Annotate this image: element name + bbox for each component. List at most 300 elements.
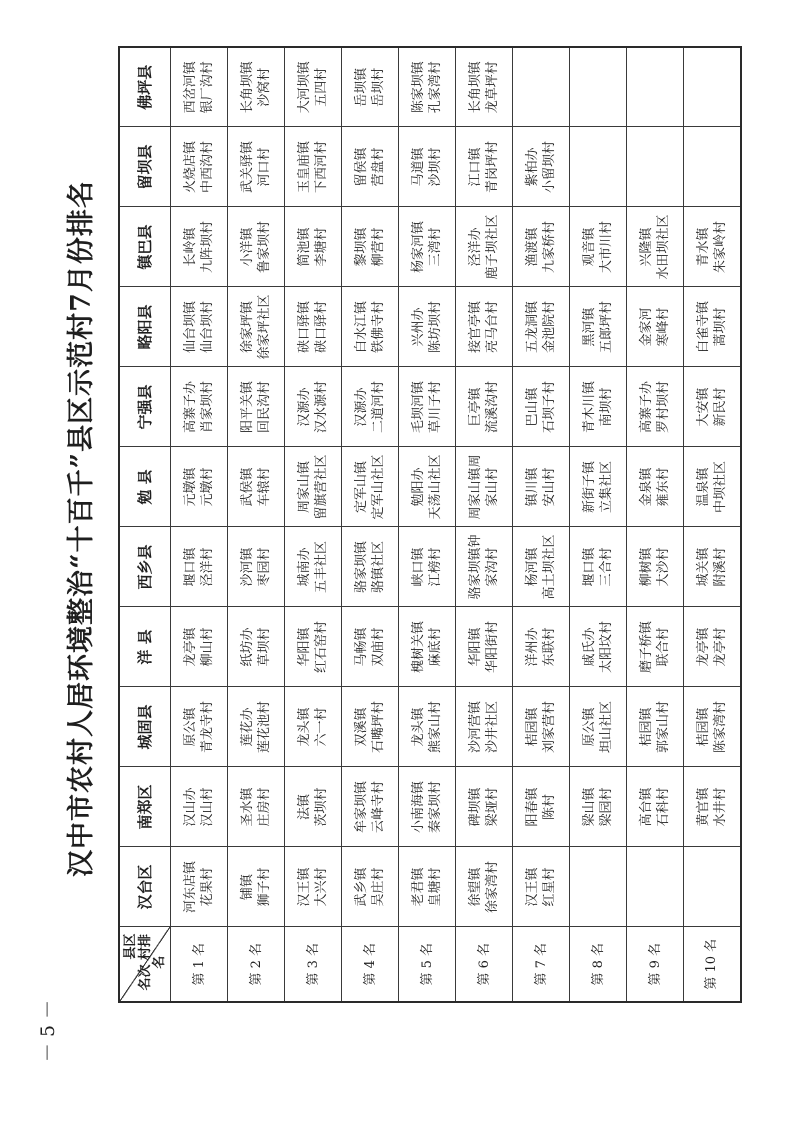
village-cell bbox=[570, 287, 627, 367]
village-cell bbox=[684, 47, 741, 127]
town-name: 骆家坝镇 bbox=[354, 541, 369, 594]
village-name: 亮马台村 bbox=[485, 301, 500, 354]
town-name: 汉山办 bbox=[183, 787, 198, 827]
table-row bbox=[399, 47, 456, 1002]
village-cell bbox=[342, 207, 399, 287]
column-header: 宁强县 bbox=[119, 367, 171, 447]
village-name: 肖家坝村 bbox=[200, 381, 215, 434]
town-name: 莲花办 bbox=[240, 707, 255, 747]
village-cell bbox=[285, 767, 342, 847]
town-name: 城南办 bbox=[297, 547, 312, 587]
town-name: 长角坝镇 bbox=[468, 61, 483, 114]
village-cell bbox=[684, 607, 741, 687]
village-cell bbox=[342, 527, 399, 607]
village-name: 红石窑村 bbox=[314, 621, 329, 674]
village-cell bbox=[456, 47, 513, 127]
page-title: 汉中市农村人居环境整治“十百千”县区示范村7月份排名 bbox=[66, 180, 97, 877]
village-name: 枣园村 bbox=[257, 547, 272, 587]
village-cell bbox=[399, 527, 456, 607]
village-cell bbox=[171, 527, 228, 607]
town-name: 高台镇 bbox=[639, 787, 654, 827]
town-name: 桔园镇 bbox=[525, 707, 540, 747]
village-name: 陈村 bbox=[542, 794, 557, 821]
village-name: 红星村 bbox=[542, 867, 557, 907]
table-row bbox=[684, 47, 741, 1002]
village-name: 硖口驿村 bbox=[314, 301, 329, 354]
village-cell bbox=[513, 847, 570, 927]
village-name: 家山村 bbox=[485, 467, 500, 507]
village-name: 秦家坝村 bbox=[428, 781, 443, 834]
village-cell bbox=[513, 447, 570, 527]
village-cell bbox=[285, 287, 342, 367]
village-name: 汉水源村 bbox=[314, 381, 329, 434]
town-name: 铺镇 bbox=[240, 874, 255, 901]
village-cell bbox=[285, 687, 342, 767]
rank-cell: 第 3 名 bbox=[285, 927, 342, 1002]
town-name: 原公镇 bbox=[582, 707, 597, 747]
town-name: 兴州办 bbox=[411, 307, 426, 347]
town-name: 火烧店镇 bbox=[183, 141, 198, 194]
town-name: 高寨子办 bbox=[639, 381, 654, 434]
village-cell bbox=[570, 847, 627, 927]
village-name: 附溪村 bbox=[712, 547, 728, 587]
village-name: 庄房村 bbox=[257, 787, 272, 827]
town-name: 杨河镇 bbox=[525, 547, 540, 587]
village-name: 龙草坪村 bbox=[485, 61, 500, 114]
town-name: 硖口驿镇 bbox=[297, 301, 312, 354]
town-name: 巴山镇 bbox=[525, 387, 540, 427]
village-cell bbox=[228, 527, 285, 607]
village-name: 蒿坝村 bbox=[712, 307, 728, 347]
town-name: 金家河 bbox=[639, 307, 654, 347]
village-cell bbox=[342, 607, 399, 687]
village-cell bbox=[513, 527, 570, 607]
village-cell bbox=[228, 767, 285, 847]
village-name: 高土坝社区 bbox=[542, 534, 557, 600]
village-name: 龙亭村 bbox=[712, 627, 728, 667]
town-name: 金泉镇 bbox=[639, 467, 654, 507]
village-cell bbox=[171, 207, 228, 287]
village-cell bbox=[684, 687, 741, 767]
village-cell bbox=[399, 287, 456, 367]
village-name: 青岗坪村 bbox=[485, 141, 500, 194]
village-cell bbox=[627, 847, 684, 927]
town-name: 法镇 bbox=[297, 794, 312, 821]
village-name: 大兴村 bbox=[314, 867, 329, 907]
village-name: 石坝子村 bbox=[542, 381, 557, 434]
town-name: 高寨子办 bbox=[183, 381, 198, 434]
village-name: 家沟村 bbox=[485, 547, 500, 587]
village-cell bbox=[513, 207, 570, 287]
village-name: 徐家湾村 bbox=[485, 861, 500, 914]
village-cell bbox=[684, 127, 741, 207]
table-row bbox=[627, 47, 684, 1002]
village-cell bbox=[456, 287, 513, 367]
village-name: 熊家山村 bbox=[428, 701, 443, 754]
rank-cell: 第 9 名 bbox=[627, 927, 684, 1002]
village-cell bbox=[570, 527, 627, 607]
town-name: 堰口镇 bbox=[582, 547, 597, 587]
town-name: 沙河营镇 bbox=[468, 701, 483, 754]
rank-cell: 第 1 名 bbox=[171, 927, 228, 1002]
village-cell bbox=[456, 207, 513, 287]
village-cell bbox=[627, 207, 684, 287]
village-name: 朱家岭村 bbox=[712, 221, 728, 274]
village-name: 九家桥村 bbox=[542, 221, 557, 274]
village-cell bbox=[627, 447, 684, 527]
town-name: 观音镇 bbox=[582, 227, 597, 267]
village-cell bbox=[627, 687, 684, 767]
town-name: 五龙洞镇 bbox=[525, 301, 540, 354]
landscape-page bbox=[29, 29, 763, 1091]
village-cell bbox=[399, 767, 456, 847]
village-name: 徐家坪社区 bbox=[257, 294, 272, 360]
village-name: 营盘村 bbox=[371, 147, 386, 187]
village-name: 三合村 bbox=[599, 547, 614, 587]
table-row bbox=[456, 47, 513, 1002]
village-cell bbox=[171, 847, 228, 927]
village-cell bbox=[171, 287, 228, 367]
town-name: 纸坊办 bbox=[240, 627, 255, 667]
town-name: 龙亭镇 bbox=[183, 627, 198, 667]
village-name: 陈家湾村 bbox=[712, 701, 728, 754]
town-name: 接官亭镇 bbox=[468, 301, 483, 354]
village-cell bbox=[627, 527, 684, 607]
column-header: 西乡县 bbox=[119, 527, 171, 607]
village-name: 联合村 bbox=[656, 627, 671, 667]
town-name: 龙头镇 bbox=[411, 707, 426, 747]
town-name: 华阳镇 bbox=[297, 627, 312, 667]
rank-cell: 第 5 名 bbox=[399, 927, 456, 1002]
column-header: 镇巴县 bbox=[119, 207, 171, 287]
town-name: 江口镇 bbox=[468, 147, 483, 187]
village-cell bbox=[456, 847, 513, 927]
table-header-row bbox=[119, 47, 171, 1002]
village-cell bbox=[399, 127, 456, 207]
column-header: 洋 县 bbox=[119, 607, 171, 687]
village-cell bbox=[684, 527, 741, 607]
town-name: 洋州办 bbox=[525, 627, 540, 667]
corner-label-rank: 名次 村排名 bbox=[138, 933, 167, 991]
village-name: 六一村 bbox=[314, 707, 329, 747]
village-cell bbox=[342, 47, 399, 127]
village-name: 小留坝村 bbox=[542, 141, 557, 194]
village-cell bbox=[456, 767, 513, 847]
village-name: 立集社区 bbox=[599, 461, 614, 514]
town-name: 镇川镇 bbox=[525, 467, 540, 507]
town-name: 华阳镇 bbox=[468, 627, 483, 667]
town-name: 大安镇 bbox=[695, 387, 711, 427]
village-name: 孔家湾村 bbox=[428, 61, 443, 114]
village-name: 中坝社区 bbox=[712, 461, 728, 514]
village-name: 柳营村 bbox=[371, 227, 386, 267]
village-cell bbox=[456, 607, 513, 687]
village-cell bbox=[171, 367, 228, 447]
rank-cell: 第 4 名 bbox=[342, 927, 399, 1002]
town-name: 桔园镇 bbox=[695, 707, 711, 747]
town-name: 峡口镇 bbox=[411, 547, 426, 587]
village-name: 石嘴坪村 bbox=[371, 701, 386, 754]
town-name: 长岭镇 bbox=[183, 227, 198, 267]
town-name: 阳平关镇 bbox=[240, 381, 255, 434]
village-name: 坦山社区 bbox=[599, 701, 614, 754]
table-row bbox=[285, 47, 342, 1002]
village-cell bbox=[399, 447, 456, 527]
village-cell bbox=[285, 847, 342, 927]
town-name: 柳树镇 bbox=[639, 547, 654, 587]
village-name: 泾洋村 bbox=[200, 547, 215, 587]
village-name: 九阵坝村 bbox=[200, 221, 215, 274]
village-cell bbox=[513, 367, 570, 447]
column-header: 南郑区 bbox=[119, 767, 171, 847]
town-name: 黑河镇 bbox=[582, 307, 597, 347]
table-row bbox=[228, 47, 285, 1002]
village-cell bbox=[399, 47, 456, 127]
column-header: 留坝县 bbox=[119, 127, 171, 207]
village-cell bbox=[456, 367, 513, 447]
village-cell bbox=[684, 287, 741, 367]
town-name: 马道镇 bbox=[411, 147, 426, 187]
village-cell bbox=[684, 207, 741, 287]
town-name: 黎坝镇 bbox=[354, 227, 369, 267]
town-name: 徐家坪镇 bbox=[240, 301, 255, 354]
village-cell bbox=[513, 287, 570, 367]
town-name: 武乡镇 bbox=[354, 867, 369, 907]
village-name: 狮子村 bbox=[257, 867, 272, 907]
town-name: 老君镇 bbox=[411, 867, 426, 907]
village-cell bbox=[570, 47, 627, 127]
town-name: 圣水镇 bbox=[240, 787, 255, 827]
village-cell bbox=[285, 607, 342, 687]
town-name: 槐树关镇 bbox=[411, 621, 426, 674]
town-name: 泾洋办 bbox=[468, 227, 483, 267]
town-name: 牟家坝镇 bbox=[354, 781, 369, 834]
village-cell bbox=[171, 127, 228, 207]
village-cell bbox=[399, 207, 456, 287]
village-name: 华阳街村 bbox=[485, 621, 500, 674]
village-cell bbox=[171, 447, 228, 527]
village-cell bbox=[456, 447, 513, 527]
town-name: 小洋镇 bbox=[240, 227, 255, 267]
town-name: 武关驿镇 bbox=[240, 141, 255, 194]
village-cell bbox=[513, 607, 570, 687]
village-cell bbox=[513, 687, 570, 767]
town-name: 周家山镇 bbox=[297, 461, 312, 514]
ranking-body bbox=[171, 47, 741, 1002]
village-cell bbox=[228, 607, 285, 687]
village-cell bbox=[399, 367, 456, 447]
rank-cell: 第 6 名 bbox=[456, 927, 513, 1002]
village-name: 草坝村 bbox=[257, 627, 272, 667]
rank-cell: 第 8 名 bbox=[570, 927, 627, 1002]
village-name: 车辕村 bbox=[257, 467, 272, 507]
town-name: 杨家河镇 bbox=[411, 221, 426, 274]
village-name: 天荡山社区 bbox=[428, 454, 443, 520]
town-name: 青木川镇 bbox=[582, 381, 597, 434]
village-cell bbox=[684, 767, 741, 847]
village-name: 东联村 bbox=[542, 627, 557, 667]
village-cell bbox=[342, 127, 399, 207]
town-name: 温泉镇 bbox=[695, 467, 711, 507]
column-header: 汉台区 bbox=[119, 847, 171, 927]
village-cell bbox=[342, 847, 399, 927]
village-name: 安山村 bbox=[542, 467, 557, 507]
village-cell bbox=[627, 367, 684, 447]
village-name: 五四村 bbox=[314, 67, 329, 107]
town-name: 桔园镇 bbox=[639, 707, 654, 747]
town-name: 阳春镇 bbox=[525, 787, 540, 827]
village-name: 刘家营村 bbox=[542, 701, 557, 754]
village-cell bbox=[228, 207, 285, 287]
village-name: 下西河村 bbox=[314, 141, 329, 194]
village-name: 寒峰村 bbox=[656, 307, 671, 347]
village-cell bbox=[513, 127, 570, 207]
village-name: 南坝村 bbox=[599, 387, 614, 427]
village-cell bbox=[285, 367, 342, 447]
town-name: 玉皇庙镇 bbox=[297, 141, 312, 194]
village-name: 麻底村 bbox=[428, 627, 443, 667]
town-name: 马畅镇 bbox=[354, 627, 369, 667]
village-name: 定军山社区 bbox=[371, 454, 386, 520]
table-row bbox=[513, 47, 570, 1002]
town-name: 勉阳办 bbox=[411, 467, 426, 507]
village-name: 金池院村 bbox=[542, 301, 557, 354]
town-name: 原公镇 bbox=[183, 707, 198, 747]
village-name: 大市川村 bbox=[599, 221, 614, 274]
village-cell bbox=[684, 847, 741, 927]
village-name: 水田坝社区 bbox=[656, 214, 671, 280]
village-name: 双庙村 bbox=[371, 627, 386, 667]
rank-cell: 第 7 名 bbox=[513, 927, 570, 1002]
village-cell bbox=[171, 47, 228, 127]
village-name: 仙台坝村 bbox=[200, 301, 215, 354]
village-name: 汉山村 bbox=[200, 787, 215, 827]
village-cell bbox=[513, 47, 570, 127]
town-name: 小南海镇 bbox=[411, 781, 426, 834]
ranking-table bbox=[118, 46, 742, 1003]
town-name: 武侯镇 bbox=[240, 467, 255, 507]
rank-cell: 第 2 名 bbox=[228, 927, 285, 1002]
town-name: 新街子镇 bbox=[582, 461, 597, 514]
town-name: 梁山镇 bbox=[582, 787, 597, 827]
village-cell bbox=[285, 207, 342, 287]
village-name: 鲁家坝村 bbox=[257, 221, 272, 274]
town-name: 青水镇 bbox=[695, 227, 711, 267]
town-name: 西岔河镇 bbox=[183, 61, 198, 114]
town-name: 戚氏办 bbox=[582, 627, 597, 667]
column-header: 略阳县 bbox=[119, 287, 171, 367]
table-row bbox=[570, 47, 627, 1002]
town-name: 汉王镇 bbox=[525, 867, 540, 907]
village-name: 梁园村 bbox=[599, 787, 614, 827]
village-cell bbox=[456, 127, 513, 207]
village-name: 茨坝村 bbox=[314, 787, 329, 827]
village-name: 二道河村 bbox=[371, 381, 386, 434]
village-name: 花果村 bbox=[200, 867, 215, 907]
village-cell bbox=[285, 47, 342, 127]
village-cell bbox=[228, 447, 285, 527]
village-name: 雍东村 bbox=[656, 467, 671, 507]
town-name: 陈家坝镇 bbox=[411, 61, 426, 114]
village-cell bbox=[627, 767, 684, 847]
town-name: 元墩镇 bbox=[183, 467, 198, 507]
village-cell bbox=[342, 287, 399, 367]
column-header: 佛坪县 bbox=[119, 47, 171, 127]
village-name: 银厂沟村 bbox=[200, 61, 215, 114]
village-name: 留旗营社区 bbox=[314, 454, 329, 520]
village-cell bbox=[570, 767, 627, 847]
town-name: 大河坝镇 bbox=[297, 61, 312, 114]
town-name: 简池镇 bbox=[297, 227, 312, 267]
village-cell bbox=[627, 47, 684, 127]
village-cell bbox=[342, 447, 399, 527]
table-row bbox=[171, 47, 228, 1002]
village-cell bbox=[228, 47, 285, 127]
town-name: 汉源办 bbox=[354, 387, 369, 427]
village-name: 李塘村 bbox=[314, 227, 329, 267]
town-name: 磨子桥镇 bbox=[639, 621, 654, 674]
village-cell bbox=[228, 847, 285, 927]
village-cell bbox=[285, 527, 342, 607]
column-header: 城固县 bbox=[119, 687, 171, 767]
corner-label-county: 县区 bbox=[123, 933, 138, 960]
village-name: 水井村 bbox=[712, 787, 728, 827]
village-name: 莲花池村 bbox=[257, 701, 272, 754]
village-name: 元墩村 bbox=[200, 467, 215, 507]
town-name: 长角坝镇 bbox=[240, 61, 255, 114]
village-name: 云峰寺村 bbox=[371, 781, 386, 834]
village-name: 石科村 bbox=[656, 787, 671, 827]
page-number: － 5 － bbox=[37, 999, 59, 1063]
town-name: 骆家坝镇钟 bbox=[468, 534, 483, 600]
village-name: 吴庄村 bbox=[371, 867, 386, 907]
town-name: 黄官镇 bbox=[695, 787, 711, 827]
village-cell bbox=[285, 127, 342, 207]
village-name: 五丰社区 bbox=[314, 541, 329, 594]
village-name: 铁佛寺村 bbox=[371, 301, 386, 354]
village-name: 鹿子坝社区 bbox=[485, 214, 500, 280]
village-cell bbox=[342, 367, 399, 447]
village-cell bbox=[228, 287, 285, 367]
village-cell bbox=[570, 367, 627, 447]
village-cell bbox=[399, 687, 456, 767]
village-cell bbox=[456, 527, 513, 607]
village-name: 流溪沟村 bbox=[485, 381, 500, 434]
village-cell bbox=[570, 447, 627, 527]
village-cell bbox=[171, 607, 228, 687]
village-name: 郭家山村 bbox=[656, 701, 671, 754]
village-cell bbox=[570, 687, 627, 767]
town-name: 巨亭镇 bbox=[468, 387, 483, 427]
town-name: 龙头镇 bbox=[297, 707, 312, 747]
town-name: 河东店镇 bbox=[183, 861, 198, 914]
village-name: 皇塘村 bbox=[428, 867, 443, 907]
town-name: 龙亭镇 bbox=[695, 627, 711, 667]
town-name: 双溪镇 bbox=[354, 707, 369, 747]
town-name: 白雀寺镇 bbox=[695, 301, 711, 354]
village-cell bbox=[513, 767, 570, 847]
village-name: 青龙寺村 bbox=[200, 701, 215, 754]
town-name: 紫柏办 bbox=[525, 147, 540, 187]
village-name: 江榜村 bbox=[428, 547, 443, 587]
town-name: 周家山镇周 bbox=[468, 454, 483, 520]
town-name: 汉源办 bbox=[297, 387, 312, 427]
village-name: 骆镇社区 bbox=[371, 541, 386, 594]
town-name: 留侯镇 bbox=[354, 147, 369, 187]
village-name: 新民村 bbox=[712, 387, 728, 427]
village-name: 罗村坝村 bbox=[656, 381, 671, 434]
village-name: 柳山村 bbox=[200, 627, 215, 667]
